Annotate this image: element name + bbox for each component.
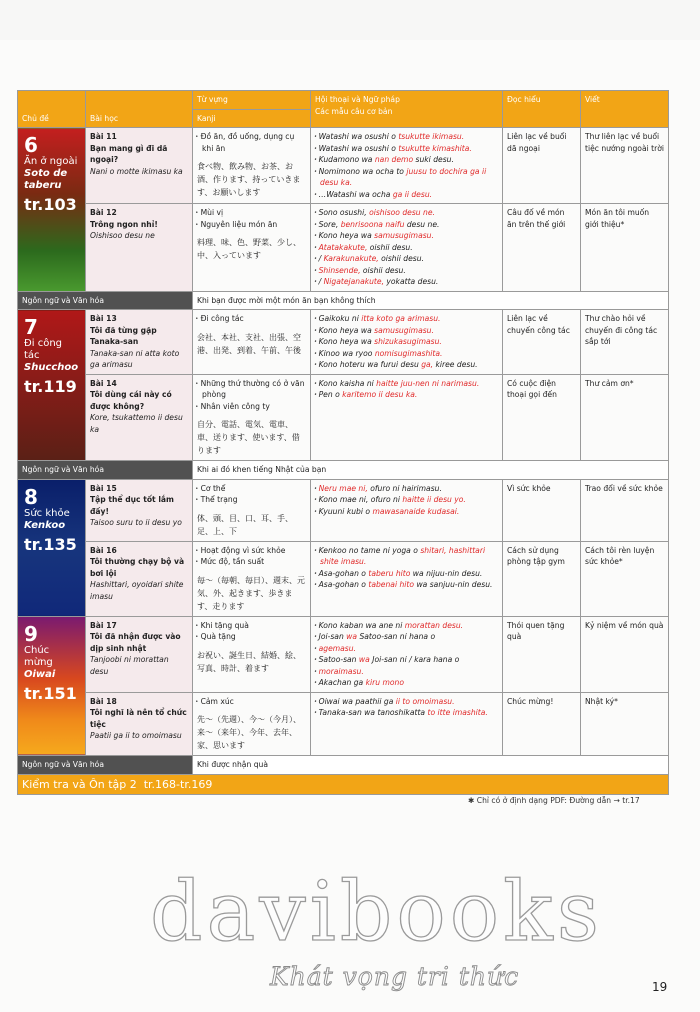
grammar-item [315, 276, 498, 288]
lesson-title: Tôi dùng cái này có được không? [90, 390, 172, 411]
grammar-highlight: samusugimasu. [374, 231, 434, 240]
footnote: ✱ Chỉ có ở định dạng PDF: Đường dẫn → tr.17 [468, 796, 640, 805]
unit-title: Chúc mừng [24, 644, 53, 668]
kanji-list: 自分、電話、電気、電車、車、送ります、使います、借ります [197, 420, 300, 455]
grammar-highlight: Atatakakute, [318, 242, 368, 252]
header-kanji: Kanji [193, 109, 311, 128]
grammar-highlight: Shinsende, [318, 265, 361, 275]
lesson-row [18, 479, 669, 541]
grammar-item [315, 154, 498, 166]
unit-romaji: Soto de taberu [24, 168, 68, 191]
culture-label: Ngôn ngữ và Văn hóa [18, 756, 193, 775]
reading-cell: Vì sức khỏe [503, 479, 581, 541]
reading-cell: Có cuộc điện thoại gọi đến [503, 374, 581, 461]
header-viet: Viết [581, 91, 669, 128]
unit-cell [18, 128, 86, 292]
grammar-text: Akachan ga [318, 678, 366, 687]
lesson-number: Bài 14 [90, 378, 117, 388]
vocab-cell [193, 374, 311, 461]
grammar-text: Satoo-san [318, 655, 359, 664]
grammar-item [315, 378, 498, 390]
grammar-highlight: ga ii desu. [392, 189, 433, 199]
grammar-text: Watashi wa osushi o [318, 132, 399, 141]
grammar-text: Kono heya wa [318, 337, 375, 346]
grammar-text-end: Joi-san ni / kara hana o [369, 655, 460, 664]
grammar-text: Kono mae ni, ofuro ni [318, 495, 403, 504]
grammar-list [315, 207, 498, 288]
grammar-item [315, 654, 498, 666]
lesson-number: Bài 18 [90, 696, 117, 706]
lesson-romaji: Hashittari, oyoidari shite imasu [90, 580, 184, 601]
grammar-item [315, 545, 498, 568]
vocab-list [197, 207, 306, 230]
watermark-tagline: Khát vọng tri thức [270, 962, 520, 991]
culture-row [18, 291, 669, 310]
conversation-cell [311, 541, 503, 616]
vocab-item: ・ Mùi vị [197, 207, 306, 219]
grammar-highlight: itta koto ga arimasu. [361, 314, 441, 323]
kanji-list: 体、頭、目、口、耳、手、足、上、下 [197, 513, 293, 536]
grammar-highlight: oishisoo desu ne. [369, 208, 435, 217]
vocab-item: ・ Nhân viên công ty [197, 401, 306, 413]
grammar-item [315, 359, 498, 371]
grammar-item [315, 506, 498, 518]
kanji-list: 食べ物、飲み物、お茶、お酒、作ります、持っていきます、お願いします [197, 162, 301, 197]
culture-label: Ngôn ngữ và Văn hóa [18, 291, 193, 310]
review-label: Kiểm tra và Ôn tập 2 [22, 777, 137, 791]
vocab-item: ・ Nguyên liệu món ăn [197, 219, 306, 231]
grammar-item [315, 207, 498, 219]
unit-romaji: Shucchoo [24, 362, 79, 373]
lesson-number: Bài 15 [90, 483, 117, 493]
grammar-item [315, 219, 498, 231]
writing-cell: Nhật ký* [581, 692, 669, 756]
review-pages: tr.168-tr.169 [143, 777, 213, 791]
conversation-cell [311, 616, 503, 692]
vocab-cell [193, 310, 311, 375]
grammar-text-end: ofuro ni hairimasu. [367, 483, 442, 493]
kanji-list: 毎～（毎朝、毎日）、週末、元気、外、起きます、歩きます、走ります [197, 575, 305, 611]
grammar-text-end: wa sanjuu-nin desu. [414, 580, 493, 589]
grammar-text-end: oishii desu. [367, 242, 413, 252]
grammar-highlight: karitemo ii desu ka. [342, 390, 418, 399]
grammar-highlight: juusu to dochira ga ii desu ka. [320, 166, 487, 187]
grammar-highlight: nomisugimashita. [374, 348, 443, 358]
lesson-title: Tôi thường chạy bộ và bơi lội [90, 557, 185, 578]
vocab-list [197, 545, 306, 568]
vocab-cell [193, 204, 311, 292]
header-maucau-label: Các mẫu câu cơ bản [315, 106, 393, 116]
lesson-row [18, 128, 669, 204]
grammar-item [315, 494, 498, 506]
lesson-title: Tôi nghĩ là nên tổ chức tiệc [90, 708, 187, 729]
grammar-item [315, 131, 498, 143]
grammar-item [315, 643, 498, 655]
lesson-title: Trông ngon nhỉ! [90, 219, 158, 229]
culture-row [18, 756, 669, 775]
grammar-text: Kyuuni kubi o [318, 506, 373, 516]
vocab-item: ・ Cơ thể [197, 483, 306, 495]
lesson-number: Bài 13 [90, 314, 117, 323]
writing-cell: Cách tôi rèn luyện sức khỏe* [581, 541, 669, 616]
vocab-cell [193, 479, 311, 541]
grammar-text: Kinoo wa ryoo [318, 348, 375, 358]
vocab-list [197, 620, 306, 643]
vocab-list [197, 483, 306, 506]
grammar-item [315, 707, 498, 719]
reading-cell: Liên lạc về chuyến công tác [503, 310, 581, 375]
grammar-text-end: Satoo-san ni hana o [357, 632, 436, 641]
unit-number: 9 [24, 621, 38, 646]
lesson-number: Bài 17 [90, 620, 117, 630]
grammar-highlight: kiru mono [365, 678, 404, 687]
grammar-highlight: tsukutte kimashita. [398, 143, 472, 153]
lesson-number: Bài 11 [90, 132, 117, 141]
grammar-list [315, 313, 498, 371]
grammar-text: …Watashi wa ocha [318, 189, 393, 199]
vocab-list [197, 313, 306, 325]
culture-text: Khi ai đó khen tiếng Nhật của bạn [193, 461, 669, 480]
lesson-romaji: Paatii ga ii to omoimasu [90, 731, 182, 740]
lesson-cell [86, 616, 193, 692]
grammar-text-end: oishii desu. [378, 254, 424, 263]
unit-cell [18, 479, 86, 616]
culture-text: Khi được nhận quà [193, 756, 669, 775]
lesson-row [18, 374, 669, 461]
lesson-romaji: Nani o motte ikimasu ka [90, 166, 183, 176]
page-top-area [0, 0, 700, 40]
header-baihoc: Bài học [86, 91, 193, 128]
lesson-title: Tôi đã nhận được vào dịp sinh nhật [90, 632, 181, 653]
grammar-highlight: samusugimasu. [374, 325, 434, 335]
culture-row [18, 461, 669, 480]
grammar-item [315, 336, 498, 348]
grammar-item [315, 242, 498, 254]
grammar-text: Gaikoku ni [318, 314, 362, 323]
conversation-cell [311, 692, 503, 756]
unit-page: tr.135 [24, 534, 77, 554]
grammar-item [315, 189, 498, 201]
writing-cell: Trao đổi về sức khỏe [581, 479, 669, 541]
grammar-item [315, 325, 498, 337]
reading-cell: Câu đố về món ăn trên thế giới [503, 204, 581, 292]
grammar-item [315, 253, 498, 265]
grammar-item [315, 230, 498, 242]
grammar-text-end: desu ne. [404, 219, 440, 229]
vocab-item: ・ Đi công tác [197, 313, 306, 325]
unit-cell [18, 616, 86, 756]
grammar-highlight: ii to omoimasu. [395, 696, 455, 706]
grammar-text: Pen o [318, 390, 343, 399]
grammar-text: Asa-gohan o [318, 580, 369, 589]
grammar-highlight: morattan desu. [404, 620, 464, 630]
grammar-highlight: shitari, hashittari shite imasu. [320, 545, 486, 566]
lesson-cell [86, 310, 193, 375]
grammar-text: / [318, 277, 324, 286]
grammar-highlight: wa [358, 655, 370, 664]
grammar-text: Nomimono wa ocha to [318, 166, 407, 176]
lesson-cell [86, 479, 193, 541]
grammar-item [315, 389, 498, 401]
unit-number: 6 [24, 133, 38, 157]
conversation-cell [311, 479, 503, 541]
vocab-cell [193, 128, 311, 204]
grammar-highlight: haitte juu-nen ni narimasu. [376, 378, 480, 388]
lesson-row [18, 616, 669, 692]
grammar-highlight: wa [346, 632, 358, 641]
grammar-item [315, 313, 498, 325]
header-dochieu: Đọc hiểu [503, 91, 581, 128]
lesson-cell [86, 204, 193, 292]
grammar-text: Sono osushi, [318, 208, 370, 217]
grammar-highlight: shizukasugimasu. [374, 337, 442, 346]
lesson-title: Tôi đã từng gặp Tanaka-san [90, 325, 157, 346]
kanji-list: お祝い、誕生日、結婚、絵、写真、時計、着ます [197, 650, 301, 673]
unit-page: tr.103 [24, 195, 77, 214]
conversation-cell [311, 204, 503, 292]
header-hoithoai [311, 91, 503, 128]
unit-number: 8 [24, 484, 38, 509]
grammar-list [315, 696, 498, 719]
grammar-highlight: taberu hito [368, 568, 411, 578]
grammar-text: Kono heya wa [318, 325, 375, 335]
grammar-text: / [318, 254, 324, 263]
writing-cell: Thư cảm ơn* [581, 374, 669, 461]
grammar-highlight: benrisoona naifu [340, 219, 405, 229]
grammar-text-end: suki desu. [413, 155, 454, 164]
grammar-list [315, 378, 498, 401]
lesson-number: Bài 12 [90, 208, 117, 217]
grammar-text: Oiwai wa paathii ga [318, 696, 396, 706]
lesson-romaji: Tanjoobi ni morattan desu [90, 655, 169, 676]
writing-cell: Kỷ niệm về món quà [581, 616, 669, 692]
vocab-list [197, 131, 306, 154]
vocab-cell [193, 692, 311, 756]
grammar-text-end: oishii desu. [360, 265, 406, 275]
grammar-highlight: ga, [421, 360, 434, 369]
culture-label: Ngôn ngữ và Văn hóa [18, 461, 193, 480]
lesson-cell [86, 128, 193, 204]
reading-cell: Chúc mừng! [503, 692, 581, 756]
page-number: 19 [652, 980, 668, 994]
lesson-row [18, 310, 669, 375]
reading-cell: Cách sử dụng phòng tập gym [503, 541, 581, 616]
grammar-item [315, 677, 498, 689]
vocab-item: ・ Khi tặng quà [197, 620, 306, 632]
header-row [18, 91, 669, 110]
review-row [18, 774, 669, 795]
grammar-text: Kono hoteru wa furui desu [318, 360, 422, 369]
grammar-text: Tanaka-san wa tanoshikatta [318, 708, 428, 717]
vocab-list [197, 378, 306, 413]
grammar-item [315, 579, 498, 591]
unit-page: tr.119 [24, 377, 77, 396]
review-cell [18, 774, 669, 795]
vocab-item: ・ Hoạt động vì sức khỏe [197, 545, 306, 557]
grammar-text-end: kiree desu. [433, 360, 478, 369]
conversation-cell [311, 310, 503, 375]
grammar-text: Kudamono wa [318, 155, 375, 164]
lesson-row [18, 204, 669, 292]
vocab-item: ・ Thể trạng [197, 494, 306, 506]
grammar-item [315, 666, 498, 678]
grammar-highlight: nan demo [374, 155, 414, 164]
grammar-text: Kono kaban wa ane ni [318, 620, 405, 630]
kanji-list: 料理、味、色、野菜、少し、中、入っています [197, 238, 301, 260]
lesson-romaji: Oishisoo desu ne [90, 231, 155, 240]
unit-cell [18, 310, 86, 461]
writing-cell: Thư liên lạc về buổi tiệc nướng ngoài trời [581, 128, 669, 204]
grammar-highlight: moraimasu. [318, 666, 364, 676]
grammar-highlight: Karakunakute, [323, 254, 379, 263]
vocab-item: ・ Quà tặng [197, 631, 306, 643]
header-hoithoai-label: Hội thoại và Ngữ pháp [315, 95, 400, 104]
unit-page: tr.151 [24, 683, 77, 703]
contents-table [17, 90, 669, 795]
lesson-romaji: Tanaka-san ni atta koto ga arimasu [90, 348, 180, 369]
lesson-title: Bạn mang gì đi dã ngoại? [90, 143, 168, 164]
writing-cell: Món ăn tôi muốn giới thiệu* [581, 204, 669, 292]
grammar-list [315, 545, 498, 591]
vocab-cell [193, 541, 311, 616]
lesson-row [18, 692, 669, 756]
grammar-highlight: haitte ii desu yo. [402, 495, 466, 504]
lesson-number: Bài 16 [90, 545, 117, 555]
grammar-item [315, 620, 498, 632]
lesson-romaji: Taisoo suru to ii desu yo [90, 518, 182, 527]
unit-romaji: Oiwai [24, 668, 56, 680]
lesson-row [18, 541, 669, 616]
unit-title: Ăn ở ngoài [24, 156, 78, 167]
kanji-list: 会社、本社、支社、出張、空港、出発、到着、午前、午後 [197, 332, 301, 355]
kanji-list: 先～（先週）、今～（今月）、来～（来年）、今年、去年、家、思います [197, 715, 301, 750]
unit-number: 7 [24, 315, 38, 339]
lesson-title: Tập thể dục tốt lắm đấy! [90, 495, 174, 516]
header-tuvung: Từ vựng [193, 91, 311, 110]
header-chude: Chủ đề [18, 91, 86, 128]
grammar-highlight: Nigatejanakute, [323, 277, 384, 286]
grammar-text: Kono kaisha ni [318, 378, 377, 388]
vocab-list [197, 696, 306, 708]
grammar-list [315, 483, 498, 518]
grammar-item [315, 143, 498, 155]
grammar-item [315, 696, 498, 708]
grammar-item [315, 483, 498, 495]
grammar-highlight: tsukutte ikimasu. [398, 132, 465, 141]
grammar-list [315, 620, 498, 689]
grammar-item [315, 348, 498, 360]
unit-romaji: Kenkoo [24, 519, 66, 531]
grammar-text: Watashi wa osushi o [318, 143, 399, 153]
grammar-text: Asa-gohan o [318, 568, 369, 578]
unit-title: Sức khỏe [24, 507, 70, 519]
grammar-item [315, 568, 498, 580]
unit-title: Đi công tác [24, 338, 63, 361]
vocab-item: ・ Đồ ăn, đồ uống, dụng cụ khi ăn [197, 131, 306, 154]
reading-cell: Thói quen tặng quà [503, 616, 581, 692]
lesson-cell [86, 692, 193, 756]
contents-body [18, 128, 669, 795]
vocab-item: ・ Cảm xúc [197, 696, 306, 708]
lesson-cell [86, 541, 193, 616]
vocab-item: ・ Những thứ thường có ở văn phòng [197, 378, 306, 401]
watermark-logo: davibooks [150, 865, 603, 960]
grammar-item [315, 166, 498, 189]
grammar-highlight: tabenai hito [368, 580, 415, 589]
grammar-text: Joi-san [318, 632, 347, 641]
conversation-cell [311, 128, 503, 204]
reading-cell: Liên lạc về buổi dã ngoại [503, 128, 581, 204]
grammar-text: Kenkoo no tame ni yoga o [318, 545, 421, 555]
grammar-list [315, 131, 498, 200]
writing-cell: Thư chào hỏi về chuyến đi công tác sắp tới [581, 310, 669, 375]
grammar-highlight: Neru mae ni, [318, 483, 368, 493]
vocab-cell [193, 616, 311, 692]
lesson-romaji: Kore, tsukattemo ii desu ka [90, 413, 183, 434]
grammar-text: Sore, [318, 219, 341, 229]
culture-text: Khi bạn được mời một món ăn bạn không thích [193, 291, 669, 310]
grammar-text-end: wa nijuu-nin desu. [410, 568, 483, 578]
conversation-cell [311, 374, 503, 461]
grammar-highlight: mawasanaide kudasai. [372, 506, 460, 516]
grammar-item [315, 631, 498, 643]
vocab-item: ・ Mức độ, tần suất [197, 556, 306, 568]
grammar-highlight: to itte imashita. [427, 708, 488, 717]
lesson-cell [86, 374, 193, 461]
grammar-text-end: yokatta desu. [384, 277, 439, 286]
grammar-item [315, 265, 498, 277]
grammar-highlight: agemasu. [318, 643, 356, 653]
grammar-text: Kono heya wa [318, 231, 375, 240]
